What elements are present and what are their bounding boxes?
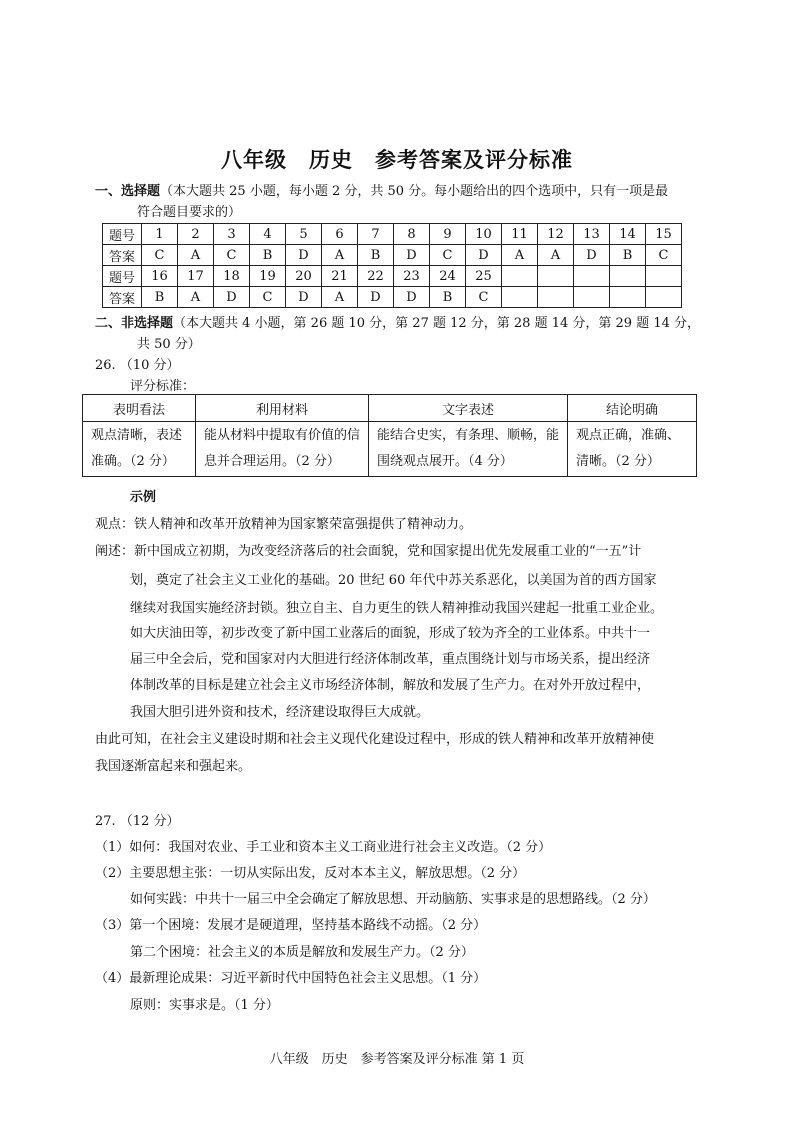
table-header-cell: 答案 xyxy=(103,245,142,266)
conclusion-line: 我国逐渐富起来和强起来。 xyxy=(95,759,252,774)
viewpoint-text: 观点：铁人精神和改革开放精神为国家繁荣富强提供了精神动力。 xyxy=(95,517,473,532)
answer-cell: D xyxy=(394,287,430,308)
question-number: 10 xyxy=(466,224,502,245)
answer-cell: D xyxy=(286,287,322,308)
answer-cell: B xyxy=(250,245,286,266)
empty-cell xyxy=(502,266,538,287)
answer-cell: A xyxy=(322,287,358,308)
explain-line: 我国大胆引进外资和技术，经济建设取得巨大成就。 xyxy=(130,705,430,720)
empty-cell xyxy=(574,266,610,287)
page-footer: 八年级 历史 参考答案及评分标准 第 1 页 xyxy=(269,1052,525,1067)
empty-cell xyxy=(538,266,574,287)
conclusion-line: 由此可知，在社会主义建设时期和社会主义现代化建设过程中，形成的铁人精神和改革开放精神使 xyxy=(95,732,655,747)
section2-line1 xyxy=(95,312,700,331)
q26-label: 26. （10 分） xyxy=(95,358,180,373)
empty-cell xyxy=(610,266,646,287)
answer-cell: C xyxy=(466,287,502,308)
rubric-header: 利用材料 xyxy=(196,395,369,422)
table-row xyxy=(103,266,682,287)
rubric-label: 评分标准： xyxy=(130,379,196,394)
answer-cell: D xyxy=(358,287,394,308)
question-number: 23 xyxy=(394,266,430,287)
q27-line: 如何实践：中共十一届三中全会确定了解放思想、开动脑筋、实事求是的思想路线。（2 分） xyxy=(130,892,656,907)
table-row xyxy=(103,287,682,308)
explain-line: 体制改革的目标是建立社会主义市场经济体制，解放和发展了生产力。在对外开放过程中， xyxy=(130,678,651,693)
question-number: 24 xyxy=(430,266,466,287)
rubric-header: 结论明确 xyxy=(568,395,697,422)
table-row xyxy=(103,224,682,245)
q27-line: 原则：实事求是。（1 分） xyxy=(130,998,279,1013)
answer-cell: A xyxy=(502,245,538,266)
page-title: 八年级 历史 参考答案及评分标准 xyxy=(221,147,573,172)
table-header-cell: 答案 xyxy=(103,287,142,308)
table-header-cell: 题号 xyxy=(103,224,142,245)
rubric-cell: 观点正确，准确、清晰。（2 分） xyxy=(568,422,697,477)
rubric-header: 表明看法 xyxy=(83,395,196,422)
answer-cell: D xyxy=(574,245,610,266)
question-number: 13 xyxy=(574,224,610,245)
section1-desc-2: 符合题目要求的） xyxy=(137,205,242,220)
table-row xyxy=(103,245,682,266)
explain-line: 划，奠定了社会主义工业化的基础。20 世纪 60 年代中苏关系恶化，以美国为首的西方国家 xyxy=(130,573,657,588)
rubric-header: 文字表述 xyxy=(369,395,568,422)
question-number: 8 xyxy=(394,224,430,245)
empty-cell xyxy=(574,287,610,308)
question-number: 4 xyxy=(250,224,286,245)
question-number: 19 xyxy=(250,266,286,287)
section1-heading: 一、选择题 xyxy=(95,184,161,199)
empty-cell xyxy=(610,287,646,308)
question-number: 15 xyxy=(646,224,682,245)
empty-cell xyxy=(502,287,538,308)
rubric-cell: 能从材料中提取有价值的信息并合理运用。（2 分） xyxy=(196,422,369,477)
empty-cell xyxy=(646,266,682,287)
answer-cell: D xyxy=(214,287,250,308)
answer-cell: D xyxy=(286,245,322,266)
rubric-cell: 观点清晰，表述准确。（2 分） xyxy=(83,422,196,477)
answer-cell: A xyxy=(178,287,214,308)
explain-line: 届三中全会后，党和国家对内大胆进行经济体制改革，重点围绕计划与市场关系，提出经济 xyxy=(130,652,651,667)
explain-line: 阐述：新中国成立初期，为改变经济落后的社会面貌，党和国家提出优先发展重工业的“一五”计 xyxy=(95,544,642,559)
rubric-cell: 能结合史实，有条理、顺畅，能围绕观点展开。（4 分） xyxy=(369,422,568,477)
question-number: 12 xyxy=(538,224,574,245)
explain-line: 如大庆油田等，初步改变了新中国工业落后的面貌，形成了较为齐全的工业体系。中共十一 xyxy=(130,626,651,641)
q27-label: 27. （12 分） xyxy=(95,814,180,829)
answer-cell: B xyxy=(430,287,466,308)
explain-line: 继续对我国实施经济封锁。独立自主、自力更生的铁人精神推动我国兴建起一批重工业企业。 xyxy=(130,601,664,616)
example-label: 示例 xyxy=(130,490,157,505)
question-number: 25 xyxy=(466,266,502,287)
question-number: 18 xyxy=(214,266,250,287)
section2-desc-2: 共 50 分） xyxy=(137,337,201,352)
question-number: 22 xyxy=(358,266,394,287)
question-number: 1 xyxy=(142,224,178,245)
answer-cell: C xyxy=(250,287,286,308)
answer-cell: A xyxy=(322,245,358,266)
rubric-table xyxy=(82,394,697,477)
question-number: 14 xyxy=(610,224,646,245)
question-number: 2 xyxy=(178,224,214,245)
section2-desc: （本大题共 4 小题，第 26 题 10 分，第 27 题 12 分，第 28 题 14 分，第 29 题 14 分， xyxy=(173,316,701,331)
table-row xyxy=(83,422,697,477)
section2-heading: 二、非选择题 xyxy=(95,316,174,331)
answer-cell: D xyxy=(466,245,502,266)
question-number: 17 xyxy=(178,266,214,287)
answer-cell: B xyxy=(142,287,178,308)
answer-cell: B xyxy=(610,245,646,266)
q27-line: 第二个困境：社会主义的本质是解放和发展生产力。（2 分） xyxy=(130,945,474,960)
table-row xyxy=(83,395,697,422)
answer-cell: D xyxy=(394,245,430,266)
question-number: 16 xyxy=(142,266,178,287)
answer-cell: A xyxy=(178,245,214,266)
section1-line1 xyxy=(95,180,668,199)
empty-cell xyxy=(538,287,574,308)
question-number: 20 xyxy=(286,266,322,287)
question-number: 21 xyxy=(322,266,358,287)
section1-desc: （本大题共 25 小题，每小题 2 分，共 50 分。每小题给出的四个选项中，只有一项是最 xyxy=(160,184,669,199)
q27-line: （2）主要思想主张：一切从实际出发，反对本本主义，解放思想。（2 分） xyxy=(95,866,526,881)
answer-cell: C xyxy=(646,245,682,266)
question-number: 5 xyxy=(286,224,322,245)
answer-cell: B xyxy=(358,245,394,266)
question-number: 7 xyxy=(358,224,394,245)
table-header-cell: 题号 xyxy=(103,266,142,287)
q27-line: （4）最新理论成果：习近平新时代中国特色社会主义思想。（1 分） xyxy=(95,971,487,986)
answer-cell: C xyxy=(142,245,178,266)
answer-cell: C xyxy=(430,245,466,266)
question-number: 9 xyxy=(430,224,466,245)
question-number: 11 xyxy=(502,224,538,245)
question-number: 6 xyxy=(322,224,358,245)
answer-table xyxy=(102,223,682,308)
answer-cell: C xyxy=(214,245,250,266)
q27-line: （3）第一个困境：发展才是硬道理，坚持基本路线不动摇。（2 分） xyxy=(95,918,487,933)
q27-line: （1）如何：我国对农业、手工业和资本主义工商业进行社会主义改造。（2 分） xyxy=(95,840,552,855)
question-number: 3 xyxy=(214,224,250,245)
empty-cell xyxy=(646,287,682,308)
answer-cell: A xyxy=(538,245,574,266)
